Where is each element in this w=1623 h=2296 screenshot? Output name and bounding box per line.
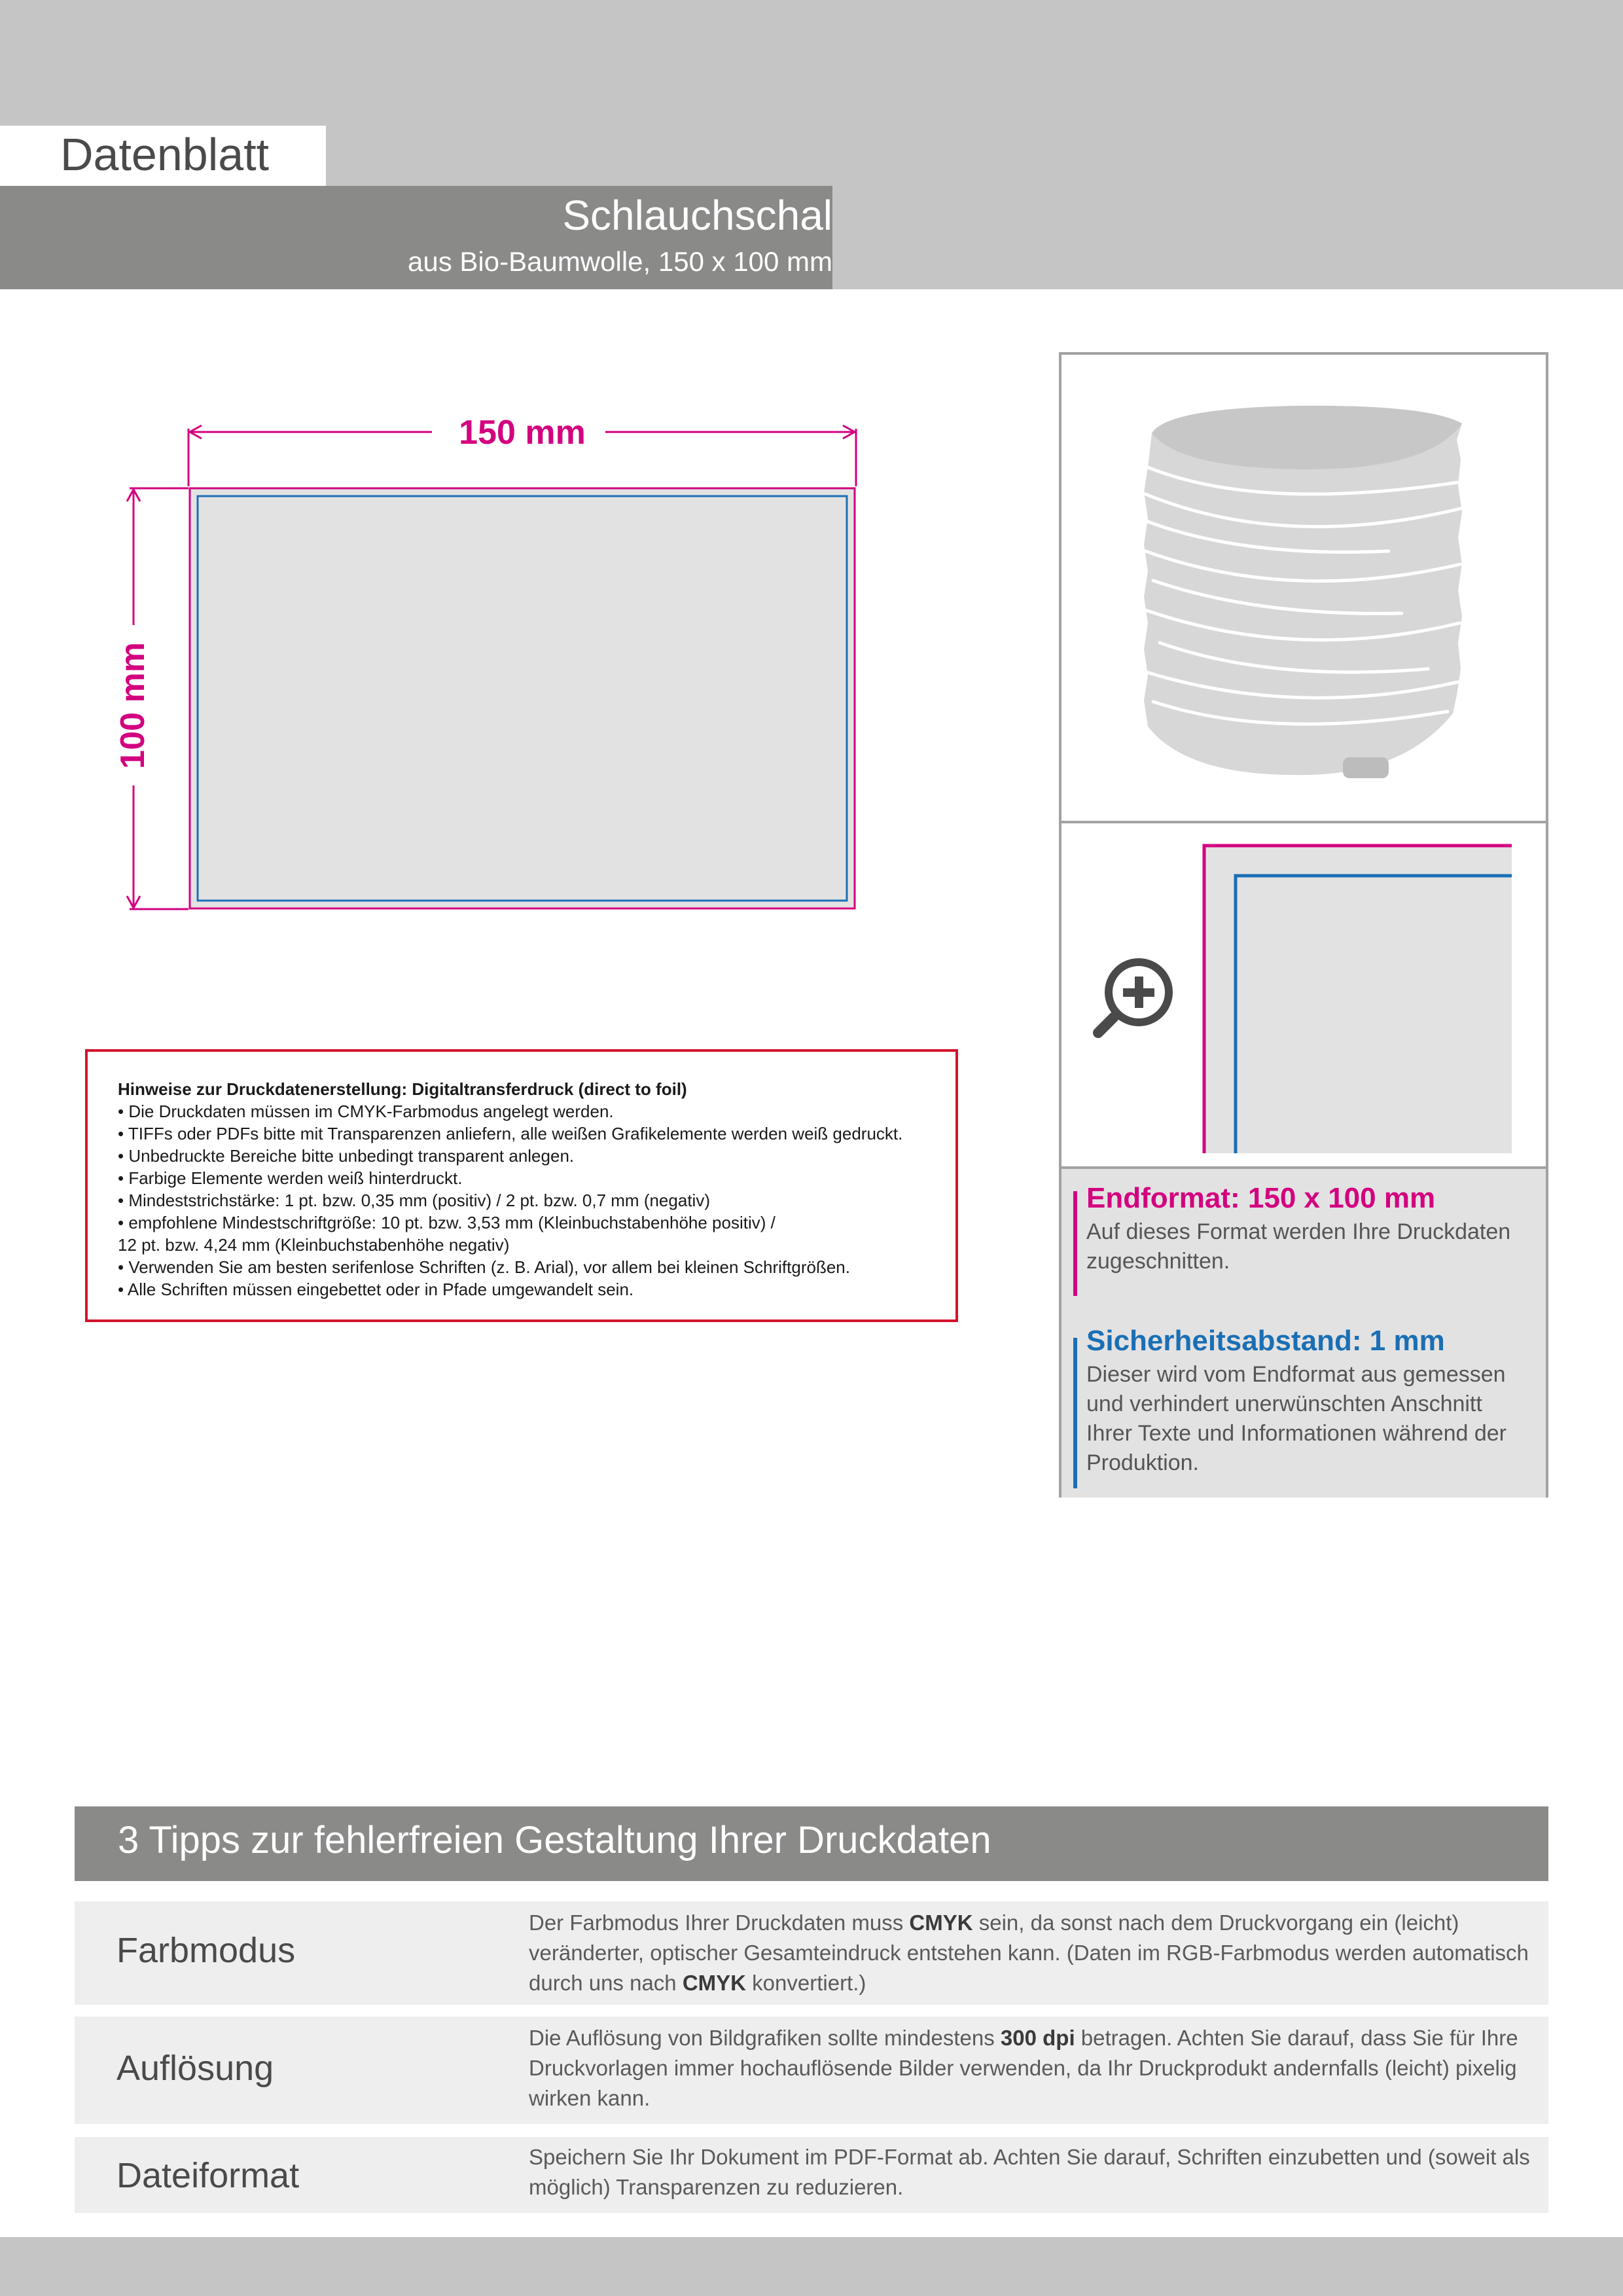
note-line: • Mindeststrichstärke: 1 pt. bzw. 0,35 mm (positiv) / 2 pt. bzw. 0,7 mm (negativ) — [118, 1191, 710, 1210]
height-label: 100 mm — [114, 642, 152, 769]
format-diagram — [0, 367, 916, 956]
tip-row-dateiformat — [75, 2137, 1548, 2213]
note-line: • empfohlene Mindestschriftgröße: 10 pt. bzw. 3,53 mm (Kleinbuchstabenhöhe positiv) / — [118, 1213, 776, 1232]
tip-row-farbmodus — [75, 1901, 1548, 2005]
tip-text: Der Farbmodus Ihrer Druckdaten muss CMYK sein, da sonst nach dem Druckvorgang ein (leicht) veränderter, optischer Gesamteindruck entstehen kann. (Daten im RGB-Farbmodus werden automatisch durch uns nach CMYK konvertiert.) — [529, 1910, 1529, 1995]
note-line: • Farbige Elemente werden weiß hinterdruckt. — [118, 1168, 463, 1188]
note-line: • Alle Schriften müssen eingebettet oder in Pfade umgewandelt sein. — [118, 1280, 634, 1299]
tips-header — [75, 1806, 1548, 1881]
tip-row-aufloesung — [75, 2017, 1548, 2124]
scarf-illustration — [1061, 355, 1546, 821]
info-panel — [1059, 352, 1548, 1498]
sicherheit-marker — [1073, 1338, 1077, 1488]
footer-band — [0, 2237, 1623, 2296]
product-title: Schlauchschal — [562, 192, 832, 239]
tips-title: 3 Tipps zur fehlerfreien Gestaltung Ihrer Druckdaten — [118, 1819, 991, 1861]
zoom-in-icon — [1098, 962, 1169, 1033]
print-notes-box — [85, 1049, 958, 1322]
width-label: 150 mm — [459, 414, 586, 452]
endformat-marker — [1073, 1191, 1077, 1296]
width-dimension — [188, 414, 856, 486]
format-info — [1061, 1169, 1546, 1498]
note-line: • Die Druckdaten müssen im CMYK-Farbmodus angelegt werden. — [118, 1102, 614, 1121]
endformat-title: Endformat: 150 x 100 mm — [1086, 1182, 1436, 1214]
notes-title: Hinweise zur Druckdatenerstellung: Digitaltransferdruck (direct to foil) — [118, 1079, 687, 1099]
tip-label: Farbmodus — [116, 1931, 296, 1970]
zoom-detail — [1061, 823, 1546, 1166]
note-line: • Unbedruckte Bereiche bitte unbedingt transparent anlegen. — [118, 1146, 575, 1166]
product-subtitle: aus Bio-Baumwolle, 150 x 100 mm — [408, 246, 832, 277]
endformat-text: Auf dieses Format werden Ihre Druckdaten zugeschnitten. — [1086, 1219, 1511, 1274]
height-dimension — [114, 488, 188, 909]
tip-text: Speichern Sie Ihr Dokument im PDF-Format ab. Achten Sie darauf, Schriften einzubetten und (soweit als möglich) Transparenzen zu reduzieren. — [529, 2145, 1530, 2199]
tip-label: Auflösung — [116, 2049, 274, 2088]
note-line: • TIFFs oder PDFs bitte mit Transparenzen anliefern, alle weißen Grafikelemente werden weiß gedruckt. — [118, 1124, 903, 1143]
tip-text: Die Auflösung von Bildgrafiken sollte mindestens 300 dpi betragen. Achten Sie darauf, dass Sie für Ihre Druckvorlagen immer hochauflösende Bilder verwenden, da Ihr Druckprodukt andernfalls (leicht) pixelig wirken kann. — [529, 2026, 1518, 2110]
note-line: • Verwenden Sie am besten serifenlose Schriften (z. B. Arial), vor allem bei kleinen Schriftgrößen. — [118, 1257, 850, 1277]
doc-type-label: Datenblatt — [60, 129, 270, 180]
endformat-outline — [190, 488, 855, 908]
note-line: 12 pt. bzw. 4,24 mm (Kleinbuchstabenhöhe negativ) — [118, 1235, 510, 1255]
sicherheit-title: Sicherheitsabstand: 1 mm — [1086, 1325, 1445, 1357]
sicherheit-text: Dieser wird vom Endformat aus gemessen und verhindert unerwünschten Anschnitt Ihrer Texte und Informationen während der Produktion. — [1086, 1362, 1507, 1475]
tip-label: Dateiformat — [116, 2156, 300, 2195]
